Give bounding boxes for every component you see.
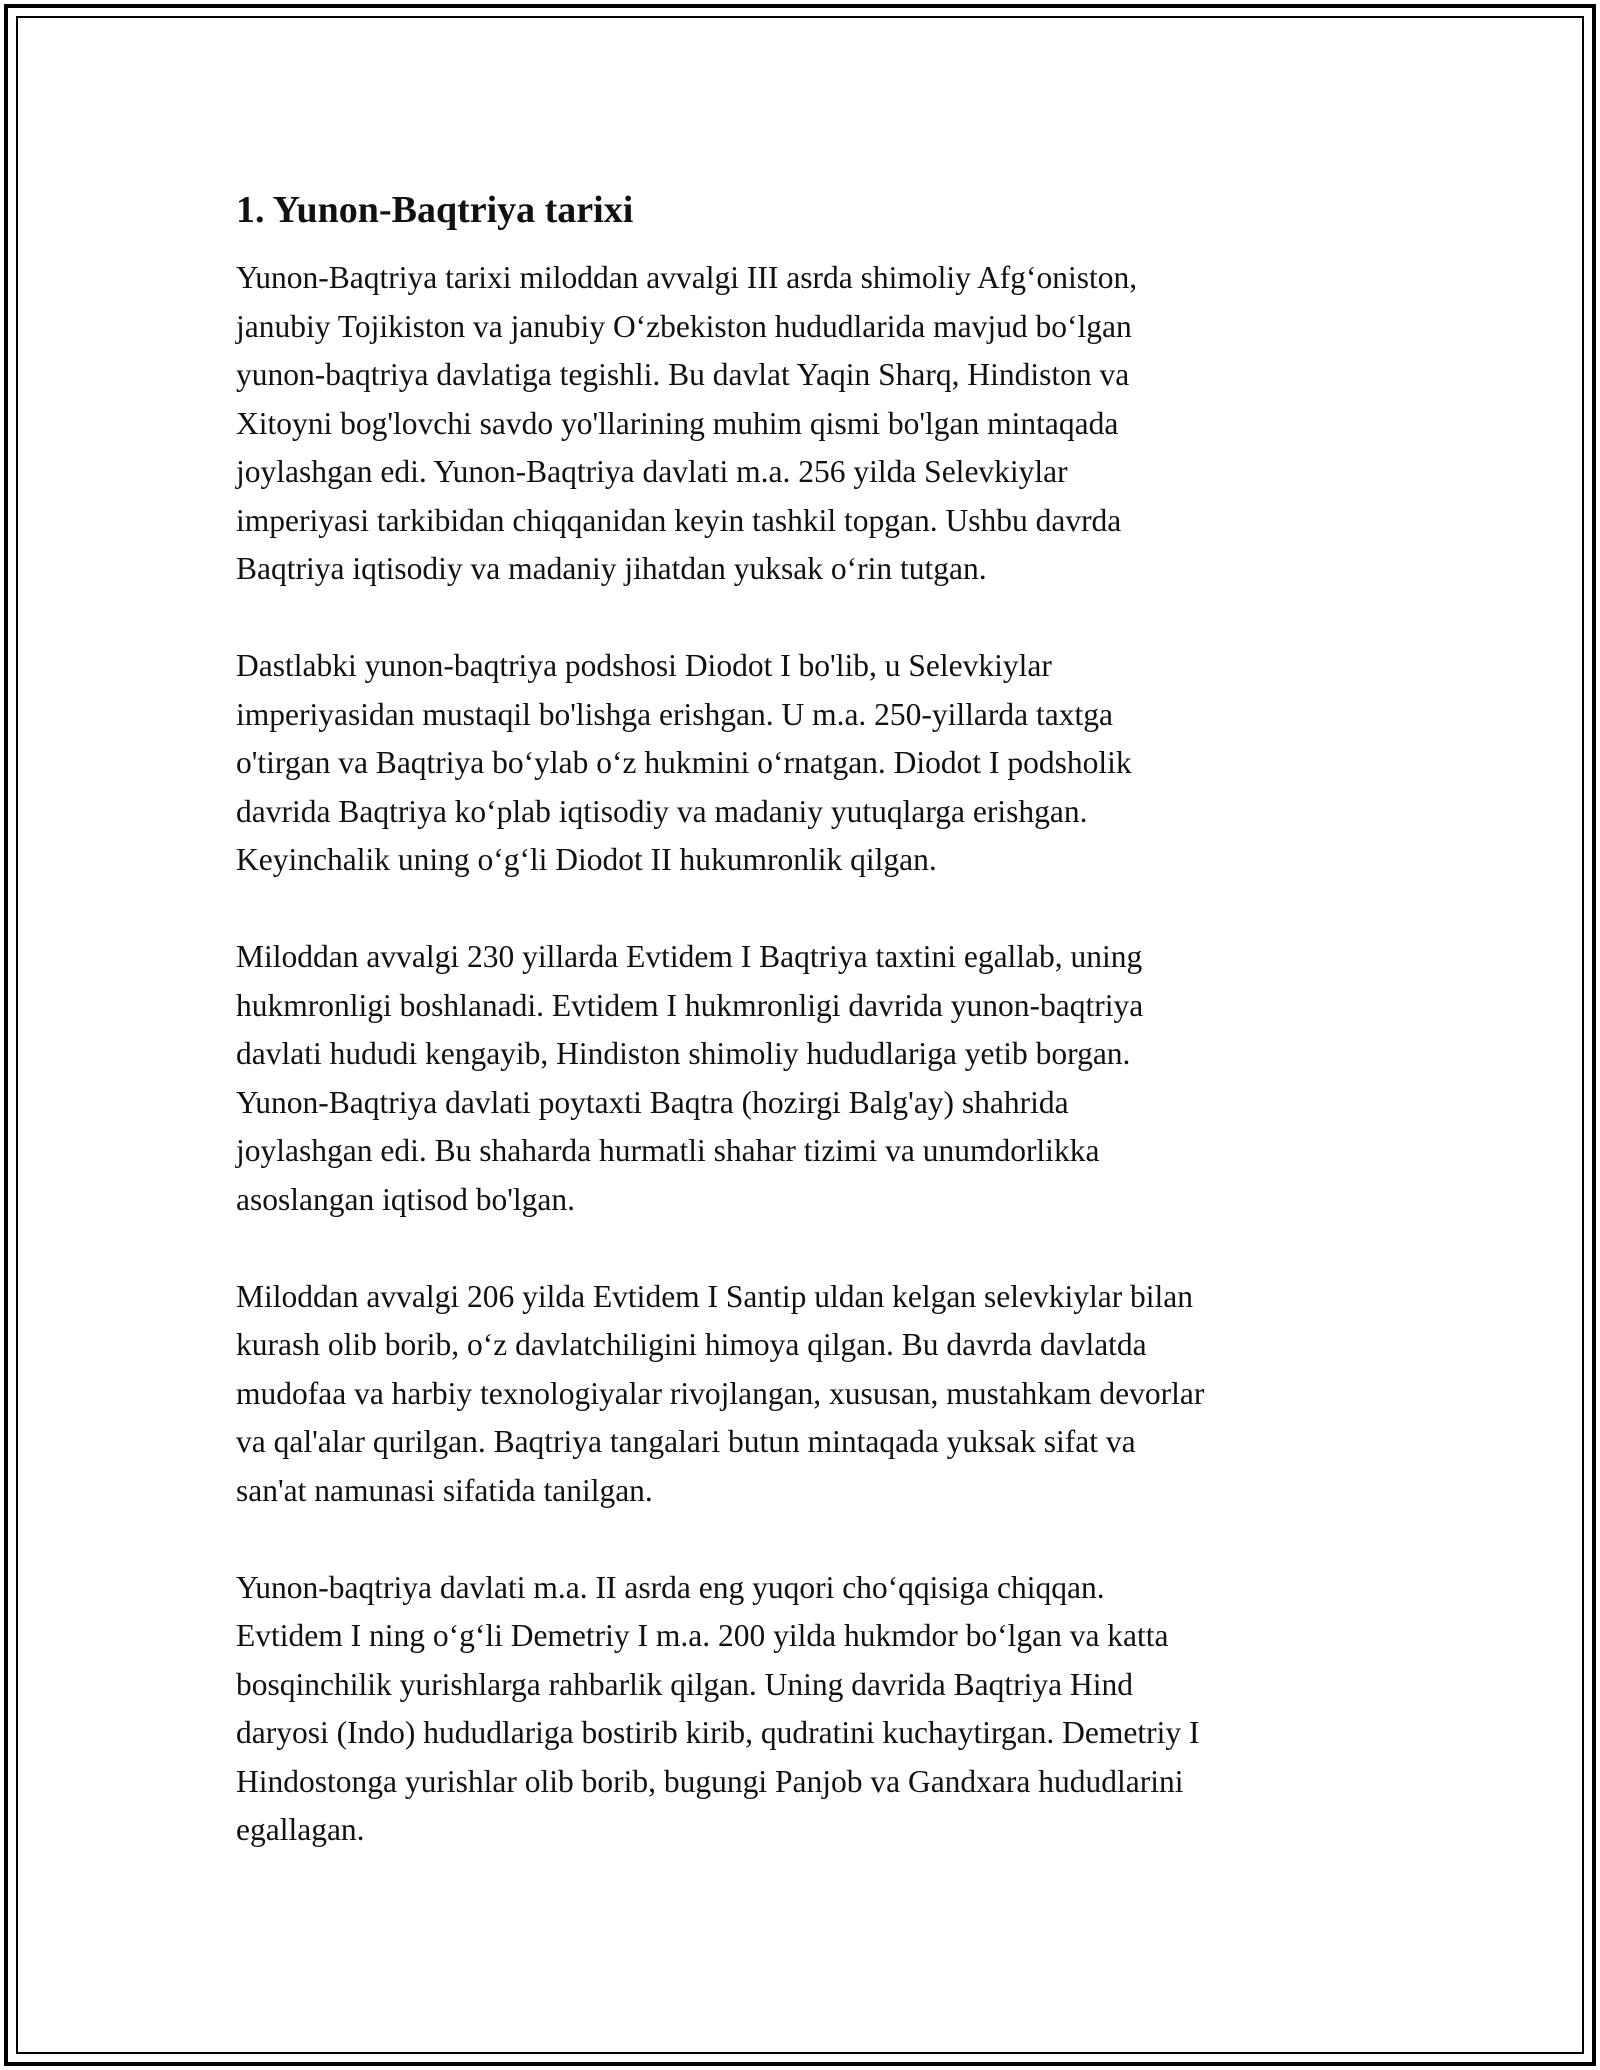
text-line: yunon-baqtriya davlatiga tegishli. Bu davlat Yaqin Sharq, Hindiston va — [236, 357, 1130, 392]
text-line: Dastlabki yunon-baqtriya podshosi Diodot I bo'lib, u Selevkiylar — [236, 648, 1052, 683]
text-line: kurash olib borib, o‘z davlatchiligini himoya qilgan. Bu davrda davlatda — [236, 1327, 1147, 1362]
text-line: Miloddan avvalgi 206 yilda Evtidem I Santip uldan kelgan selevkiylar bilan — [236, 1278, 1194, 1314]
text-line: davrida Baqtriya ko‘plab iqtisodiy va madaniy yutuqlarga erishgan. — [236, 793, 1088, 829]
paragraph-4 — [236, 1273, 1376, 1516]
text-line: janubiy Tojikiston va janubiy O‘zbekiston hududlarida mavjud bo‘lgan — [236, 308, 1132, 344]
text-line: Keyinchalik uning o‘g‘li Diodot II hukumronlik qilgan. — [236, 842, 937, 877]
text-line: bosqinchilik yurishlarga rahbarlik qilgan. Uning davrida Baqtriya Hind — [236, 1666, 1133, 1702]
text-line: Yunon-Baqtriya davlati poytaxti Baqtra (hozirgi Balg'ay) shahrida — [236, 1084, 1069, 1120]
text-line: Xitoyni bog'lovchi savdo yo'llarining muhim qismi bo'lgan mintaqada — [236, 405, 1119, 441]
text-line: asoslangan iqtisod bo'lgan. — [236, 1181, 576, 1217]
text-line: san'at namunasi sifatida tanilgan. — [236, 1472, 653, 1508]
text-line: mudofaa va harbiy texnologiyalar rivojlangan, xususan, mustahkam devorlar — [236, 1375, 1205, 1411]
text-line: daryosi (Indo) hududlariga bostirib kirib, qudratini kuchaytirgan. Demetriy I — [236, 1715, 1200, 1750]
text-line: egallagan. — [236, 1812, 365, 1847]
text-line: davlati hududi kengayib, Hindiston shimoliy hududlariga yetib borgan. — [236, 1036, 1131, 1071]
paragraph-5 — [236, 1564, 1376, 1855]
text-line: joylashgan edi. Yunon-Baqtriya davlati m.a. 256 yilda Selevkiylar — [236, 454, 1068, 489]
paragraph-3 — [236, 933, 1376, 1224]
text-line: Miloddan avvalgi 230 yillarda Evtidem I Baqtriya taxtini egallab, uning — [236, 939, 1143, 974]
paragraph-1 — [236, 254, 1376, 594]
text-line: Yunon-baqtriya davlati m.a. II asrda eng yuqori cho‘qqisiga chiqqan. — [236, 1569, 1105, 1605]
section-heading: 1. Yunon-Baqtriya tarixi — [236, 189, 634, 231]
text-line: va qal'alar qurilgan. Baqtriya tangalari butun mintaqada yuksak sifat va — [236, 1424, 1136, 1459]
text-line: Hindostonga yurishlar olib borib, bugungi Panjob va Gandxara hududlarini — [236, 1763, 1184, 1799]
document-body — [236, 186, 1376, 1903]
text-line: Baqtriya iqtisodiy va madaniy jihatdan yuksak o‘rin tutgan. — [236, 551, 987, 586]
text-line: imperiyasidan mustaqil bo'lishga erishgan. U m.a. 250-yillarda taxtga — [236, 696, 1113, 732]
text-line: joylashgan edi. Bu shaharda hurmatli shahar tizimi va unumdorlikka — [236, 1133, 1100, 1168]
text-line: imperiyasi tarkibidan chiqqanidan keyin tashkil topgan. Ushbu davrda — [236, 502, 1122, 538]
text-line: o'tirgan va Baqtriya bo‘ylab o‘z hukmini o‘rnatgan. Diodot I podsholik — [236, 745, 1132, 780]
text-line: Yunon-Baqtriya tarixi miloddan avvalgi III asrda shimoliy Afg‘oniston, — [236, 260, 1138, 295]
paragraph-2 — [236, 642, 1376, 885]
text-line: hukmronligi boshlanadi. Evtidem I hukmronligi davrida yunon-baqtriya — [236, 987, 1144, 1023]
text-line: Evtidem I ning o‘g‘li Demetriy I m.a. 200 yilda hukmdor bo‘lgan va katta — [236, 1618, 1169, 1653]
